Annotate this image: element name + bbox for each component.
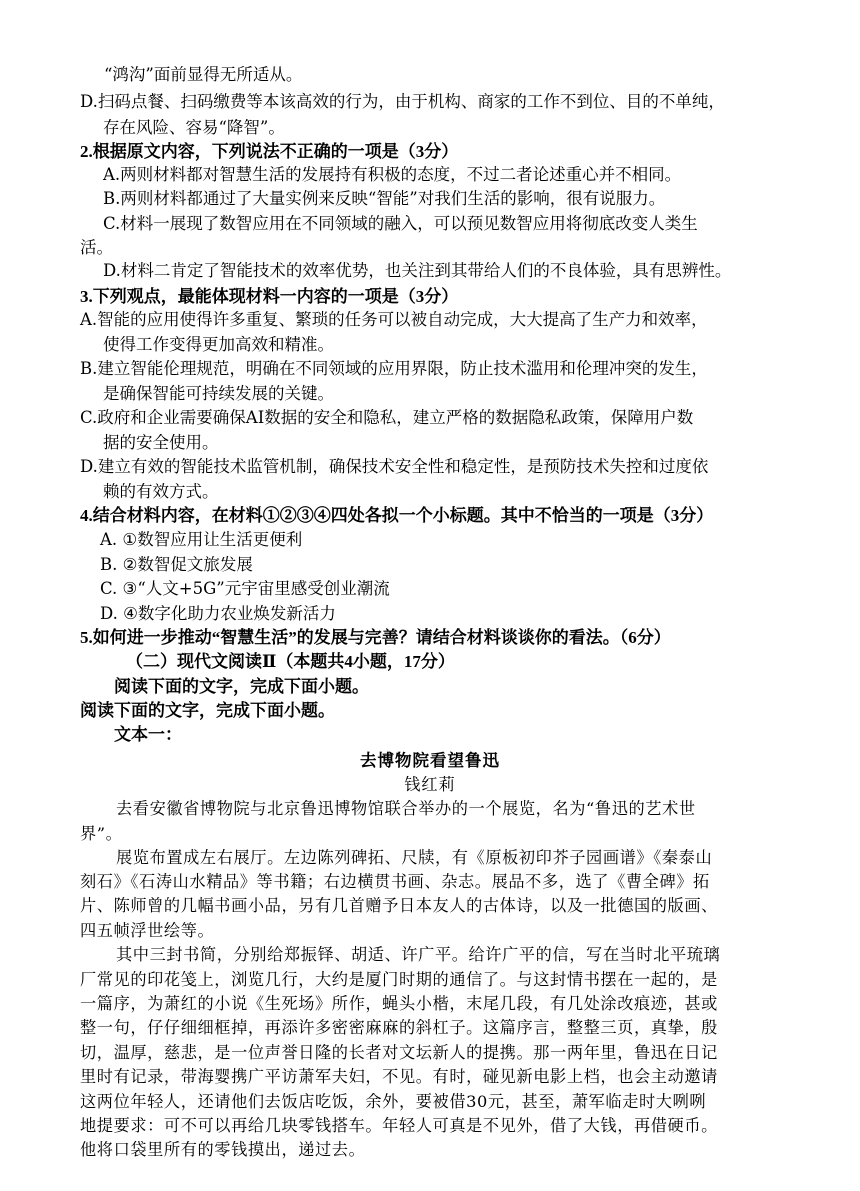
article-title: 去博物院看望鲁迅: [360, 751, 500, 770]
paragraph-line: 一篇序，为萧红的小说《生死场》所作，蝇头小楷，末尾几段，有几处涂改痕迹，甚或: [80, 994, 718, 1013]
text-line: 存在风险、容易“降智”。: [103, 118, 285, 137]
option-d: D.扫码点餐、扫码缴费等本该高效的行为，由于机构、商家的工作不到位、目的不单纯，: [80, 92, 725, 111]
paragraph-line: 整一句，仔仔细细框掉，再添许多密密麻麻的斜杠子。这篇序言，整整三页，真挚，殷: [80, 1018, 718, 1037]
option-a: A. ①数智应用让生活更便利: [100, 530, 303, 549]
text-label: 文本一：: [114, 725, 182, 744]
option-a: A.智能的应用使得许多重复、繁琐的任务可以被自动完成，大大提高了生产力和效率，: [80, 310, 708, 329]
text-line: 据的安全使用。: [103, 433, 219, 452]
paragraph-line: 他将口袋里所有的零钱摸出，递过去。: [80, 1140, 366, 1159]
paragraph-line: 其中三封书简，分别给郑振铎、胡适、许广平。给许广平的信，写在当时北平琉璃: [116, 945, 721, 964]
text-line: 活。: [80, 238, 113, 257]
question-3: 3.下列观点，最能体现材料一内容的一项是（3分）: [80, 287, 459, 306]
paragraph-line: 切，温厚，慈悲，是一位声誉日隆的长者对文坛新人的提携。那一两年里，鲁迅在日记: [80, 1043, 718, 1062]
option-c: C. ③“人文+5G”元宇宙里感受创业潮流: [100, 579, 390, 598]
instruction: 阅读下面的文字，完成下面小题。: [114, 677, 369, 696]
paragraph-line: 这两位年轻人，还请他们去饭店吃饭，余外，要被借30元，甚至，萧军临走时大咧咧: [80, 1092, 707, 1111]
article-author: 钱红莉: [404, 775, 456, 794]
text-line: 是确保智能可持续发展的关键。: [103, 384, 334, 403]
option-c: C.政府和企业需要确保AI数据的安全和隐私，建立严格的数据隐私政策，保障用户数: [80, 408, 694, 427]
text-line: 赖的有效方式。: [103, 482, 219, 501]
option-c: C.材料一展现了数智应用在不同领域的融入，可以预见数智应用将彻底改变人类生: [103, 214, 698, 233]
option-d: D.建立有效的智能技术监管机制，确保技术安全性和稳定性，是预防技术失控和过度依: [80, 457, 709, 476]
instruction: 阅读下面的文字，完成下面小题。: [80, 701, 335, 720]
text-line: “鸿沟”面前显得无所适从。: [104, 65, 303, 84]
paragraph-line: 界”。: [80, 824, 123, 843]
paragraph-line: 四五帧浮世绘等。: [80, 921, 215, 940]
option-b: B.两则材料都通过了大量实例来反映“智能”对我们生活的影响，很有说服力。: [103, 189, 666, 208]
paragraph-line: 展览布置成左右展厅。左边陈列碑拓、尺牍，有《原板初印芥子园画谱》《秦泰山: [116, 848, 713, 867]
paragraph-line: 片、陈师曾的几幅书画小品，另有几首赠予日本友人的古体诗，以及一批德国的版画、: [80, 896, 718, 915]
question-2: 2.根据原文内容，下列说法不正确的一项是（3分）: [80, 142, 459, 161]
paragraph-line: 去看安徽省博物院与北京鲁迅博物馆联合举办的一个展览，名为“鲁迅的艺术世: [116, 799, 696, 818]
section-heading: （二）现代文阅读Ⅱ（本题共4小题，17分）: [126, 652, 455, 671]
text-line: 使得工作变得更加高效和精准。: [103, 335, 334, 354]
option-b: B.建立智能伦理规范，明确在不同领域的应用界限，防止技术滥用和伦理冲突的发生，: [80, 359, 708, 378]
paragraph-line: 里时有记录，带海婴携广平访萧军夫妇，不见。有时，碰见新电影上档，也会主动邀请: [80, 1067, 718, 1086]
paragraph-line: 厂常见的印花笺上，浏览几行，大约是厦门时期的通信了。与这封情书摆在一起的，是: [80, 970, 718, 989]
option-a: A.两则材料都对智慧生活的发展持有积极的态度，不过二者论述重心并不相同。: [103, 165, 682, 184]
question-5: 5.如何进一步推动“智慧生活”的发展与完善？请结合材料谈谈你的看法。（6分）: [80, 628, 671, 647]
option-b: B. ②数智促文旅发展: [100, 555, 253, 574]
paragraph-line: 地提要求：可不可以再给几块零钱搭车。年轻人可真是不见外，借了大钱，再借硬币。: [80, 1116, 718, 1135]
question-4: 4.结合材料内容，在材料①②③④四处各拟一个小标题。其中不恰当的一项是（3分）: [80, 506, 714, 525]
option-d: D.材料二肯定了智能技术的效率优势，也关注到其带给人们的不良体验，具有思辨性。: [103, 261, 732, 280]
paragraph-line: 刻石》《石涛山水精品》等书籍；右边横贯书画、杂志。展品不多，选了《曹全碑》拓: [80, 872, 710, 891]
option-d: D. ④数字化助力农业焕发新活力: [100, 604, 336, 623]
